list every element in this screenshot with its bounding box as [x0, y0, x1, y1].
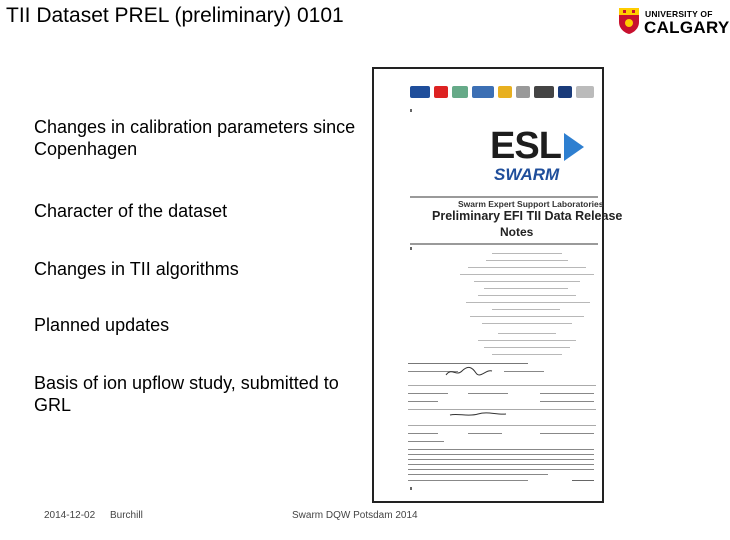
margin-mark [410, 487, 412, 490]
signature-icon [444, 365, 494, 379]
doc-heading-small: Swarm Expert Support Laboratories [458, 199, 604, 209]
esl-logo-text: ESL [490, 125, 561, 167]
partner-logo [558, 86, 572, 98]
document-thumbnail [372, 67, 623, 503]
partner-logo [576, 86, 594, 98]
esl-swarm-logo [490, 127, 580, 187]
partner-logo [498, 86, 512, 98]
logo-text-line2: CALGARY [644, 18, 730, 37]
partner-logo [452, 86, 468, 98]
partner-logo [534, 86, 554, 98]
footer-author: Burchill [110, 510, 143, 521]
university-of-calgary-logo [618, 7, 730, 37]
signature-icon [448, 409, 508, 421]
bullet-item: Changes in TII algorithms [34, 259, 239, 279]
play-arrow-icon [564, 133, 584, 161]
bullet-item: Planned updates [34, 315, 170, 335]
slide-title: TII Dataset PREL (preliminary) 0101 [6, 4, 344, 27]
partner-logos-strip [410, 83, 598, 101]
signature-table [408, 359, 596, 447]
margin-mark [410, 247, 412, 250]
divider [410, 196, 598, 198]
partner-logo [410, 86, 430, 98]
university-crest-icon [618, 7, 640, 35]
doc-heading-big: Preliminary EFI TII Data Release [432, 209, 623, 223]
doc-heading-big-line2: Notes [500, 225, 534, 239]
divider [410, 243, 598, 245]
bullet-item: Basis of ion upflow study, submitted to GRL [34, 373, 339, 415]
margin-mark [410, 109, 412, 112]
footer-date: 2014-12-02 [44, 510, 96, 521]
bullet-item: Character of the dataset [34, 201, 228, 221]
footer-event: Swarm DQW Potsdam 2014 [292, 510, 418, 521]
swarm-logo-text: SWARM [494, 165, 560, 184]
bullet-item: Changes in calibration parameters since Copenhagen [34, 117, 356, 159]
partner-logo [434, 86, 448, 98]
logo-text-line1: UNIVERSITY OF [645, 9, 713, 19]
partner-logo [516, 86, 530, 98]
partner-logo [472, 86, 494, 98]
